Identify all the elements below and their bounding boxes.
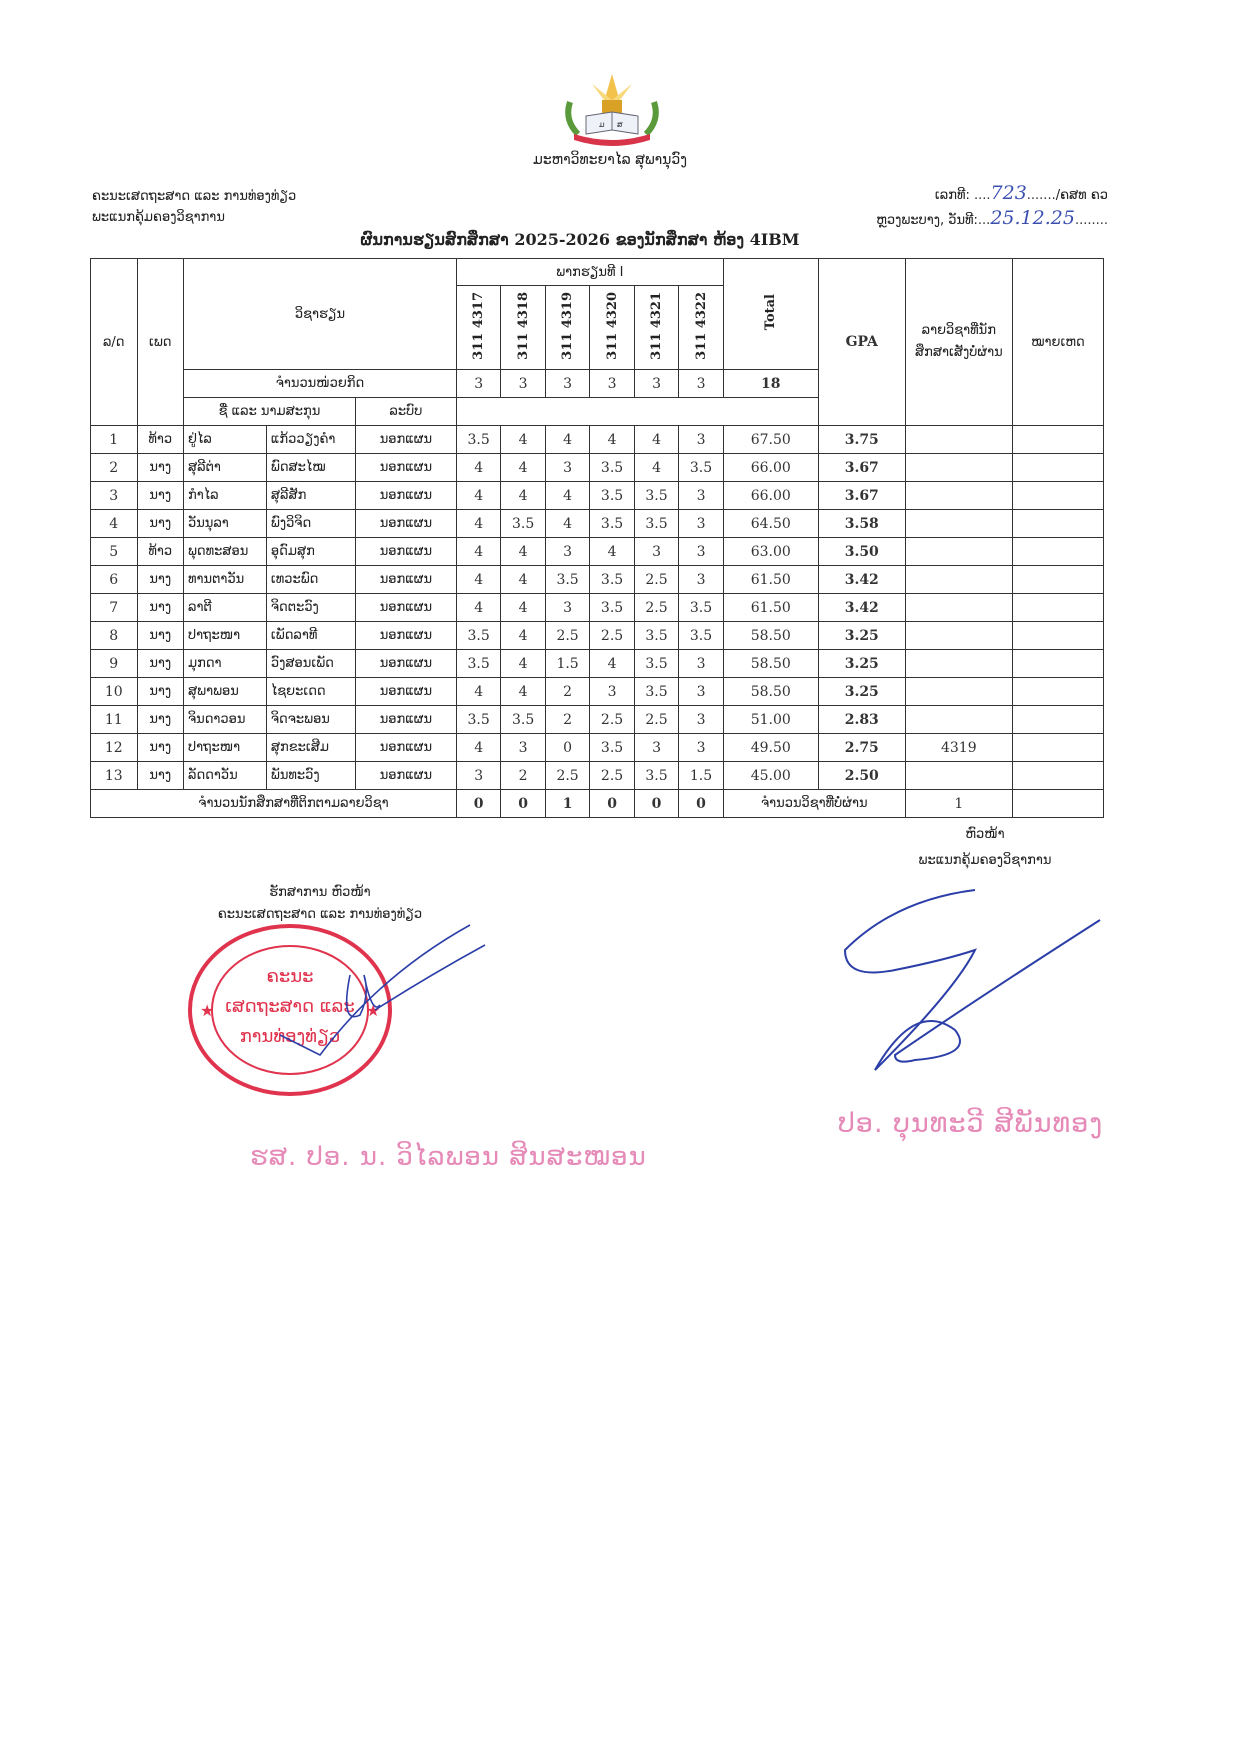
row-system: ນອກແຜນ — [355, 454, 456, 482]
row-total: 61.50 — [723, 566, 818, 594]
row-score: 3.5 — [679, 622, 724, 650]
row-score: 2.5 — [545, 622, 589, 650]
row-score: 3.5 — [590, 594, 634, 622]
row-score: 3 — [679, 510, 724, 538]
row-gpa: 3.42 — [818, 566, 905, 594]
row-total: 66.00 — [723, 454, 818, 482]
row-score: 4 — [456, 734, 500, 762]
date-line: ຫຼວງພະບາງ, ວັນທີ:...25.12.25........ — [876, 207, 1108, 229]
laurel-right-icon — [646, 102, 656, 134]
row-note — [1012, 734, 1103, 762]
header-no: ລ/ດ — [91, 259, 138, 426]
row-first-name: ປາຖະໜາ — [184, 622, 267, 650]
row-last-name: ອຸດົມສຸກ — [266, 538, 355, 566]
row-number: 11 — [91, 706, 138, 734]
credit-value: 3 — [501, 370, 545, 398]
row-system: ນອກແຜນ — [355, 762, 456, 790]
row-gpa: 3.67 — [818, 454, 905, 482]
university-name: ມະຫາວິທະຍາໄລ ສຸພານຸວົງ — [533, 152, 687, 168]
row-system: ນອກແຜນ — [355, 510, 456, 538]
row-note — [1012, 678, 1103, 706]
row-score: 3 — [679, 426, 724, 454]
credits-total: 18 — [723, 370, 818, 398]
right-signature — [835, 880, 1105, 1080]
header-gpa: GPA — [818, 259, 905, 426]
credit-value: 3 — [456, 370, 500, 398]
row-number: 7 — [91, 594, 138, 622]
row-score: 3 — [545, 454, 589, 482]
row-score: 3.5 — [590, 566, 634, 594]
credit-value: 3 — [634, 370, 678, 398]
row-last-name: ຈິດຈະພອນ — [266, 706, 355, 734]
row-score: 4 — [501, 622, 545, 650]
row-score: 3.5 — [501, 510, 545, 538]
svg-text:ຄະນະ: ຄະນະ — [266, 966, 314, 987]
row-first-name: ວັນນຸລາ — [184, 510, 267, 538]
credit-value: 3 — [679, 370, 724, 398]
footer-note — [1012, 790, 1103, 818]
row-failed-subjects — [905, 426, 1012, 454]
svg-text:ການທ່ອງທ່ຽວ: ການທ່ອງທ່ຽວ — [239, 1026, 341, 1047]
left-role: ຮັກສາການ ຫົວໜ້າ — [269, 885, 371, 900]
row-total: 66.00 — [723, 482, 818, 510]
row-failed-subjects — [905, 622, 1012, 650]
footer-count: 0 — [634, 790, 678, 818]
row-score: 4 — [456, 566, 500, 594]
row-score: 3.5 — [634, 650, 678, 678]
stamp-star-icon: ★ — [366, 1001, 381, 1020]
row-last-name: ຈິດຕະວົງ — [266, 594, 355, 622]
row-gpa: 3.25 — [818, 678, 905, 706]
footer-label: ຈໍານວນນັກສຶກສາທີ່ຕິກຕາມລາຍວິຊາ — [91, 790, 457, 818]
row-last-name: ພັນທະວົງ — [266, 762, 355, 790]
row-score: 3.5 — [501, 706, 545, 734]
row-score: 4 — [501, 594, 545, 622]
row-score: 3.5 — [590, 734, 634, 762]
row-score: 4 — [456, 594, 500, 622]
row-gpa: 3.25 — [818, 622, 905, 650]
row-number: 5 — [91, 538, 138, 566]
department-name: ພະແນກຄຸ້ມຄອງວິຊາການ — [92, 210, 225, 225]
row-score: 4 — [501, 678, 545, 706]
row-score: 3.5 — [634, 622, 678, 650]
student-row — [91, 594, 1104, 622]
right-signatory-title — [870, 822, 1100, 874]
header-failed-subjects: ລາຍວິຊາທີ່ນັກສຶກສາເສັງບໍ່ຜ່ານ — [905, 259, 1012, 426]
row-note — [1012, 762, 1103, 790]
row-note — [1012, 650, 1103, 678]
subject-code: 311 4320 — [590, 286, 634, 370]
row-score: 4 — [501, 650, 545, 678]
row-score: 3.5 — [456, 650, 500, 678]
row-number: 1 — [91, 426, 138, 454]
row-note — [1012, 510, 1103, 538]
row-score: 3 — [679, 678, 724, 706]
student-row — [91, 706, 1104, 734]
row-system: ນອກແຜນ — [355, 566, 456, 594]
row-score: 4 — [456, 510, 500, 538]
row-score: 3 — [679, 566, 724, 594]
row-score: 4 — [456, 678, 500, 706]
row-first-name: ສຸລີຕ່າ — [184, 454, 267, 482]
row-gender: ທ້າວ — [137, 538, 184, 566]
stamp-star-icon: ★ — [200, 1001, 215, 1020]
row-score: 3.5 — [634, 678, 678, 706]
university-logo — [552, 72, 672, 152]
row-score: 2.5 — [634, 706, 678, 734]
row-score: 3.5 — [590, 510, 634, 538]
row-score: 1.5 — [679, 762, 724, 790]
student-row — [91, 622, 1104, 650]
right-role: ຫົວໜ້າ — [965, 827, 1005, 842]
row-score: 2 — [545, 678, 589, 706]
header-note: ໝາຍເຫດ — [1012, 259, 1103, 426]
svg-text:ເສດຖະສາດ ແລະ: ເສດຖະສາດ ແລະ — [225, 996, 355, 1017]
header-system: ລະບົບ — [355, 398, 456, 426]
row-note — [1012, 454, 1103, 482]
row-last-name: ໄຊຍະເດດ — [266, 678, 355, 706]
row-score: 4 — [634, 426, 678, 454]
row-total: 67.50 — [723, 426, 818, 454]
footer-failed-value: 1 — [905, 790, 1012, 818]
row-score: 4 — [545, 510, 589, 538]
row-system: ນອກແຜນ — [355, 622, 456, 650]
row-score: 4 — [456, 538, 500, 566]
credit-value: 3 — [545, 370, 589, 398]
row-score: 4 — [590, 538, 634, 566]
row-number: 2 — [91, 454, 138, 482]
row-system: ນອກແຜນ — [355, 538, 456, 566]
row-gender: ນາງ — [137, 650, 184, 678]
row-score: 2.5 — [545, 762, 589, 790]
row-last-name: ເພັດລາທີ — [266, 622, 355, 650]
student-row — [91, 734, 1104, 762]
row-last-name: ແກ້ວວຽງຄໍາ — [266, 426, 355, 454]
row-number: 10 — [91, 678, 138, 706]
student-row — [91, 538, 1104, 566]
row-score: 4 — [456, 482, 500, 510]
row-score: 3 — [679, 734, 724, 762]
row-gpa: 3.25 — [818, 650, 905, 678]
row-failed-subjects — [905, 650, 1012, 678]
row-score: 2.5 — [590, 706, 634, 734]
row-total: 58.50 — [723, 650, 818, 678]
number-label: ເລກທີ: — [934, 188, 970, 203]
left-signature — [260, 915, 490, 1065]
subject-code: 311 4322 — [679, 286, 724, 370]
credit-value: 3 — [590, 370, 634, 398]
row-first-name: ລັດດາວັນ — [184, 762, 267, 790]
row-system: ນອກແຜນ — [355, 678, 456, 706]
row-total: 61.50 — [723, 594, 818, 622]
row-score: 2.5 — [634, 594, 678, 622]
row-failed-subjects: 4319 — [905, 734, 1012, 762]
row-score: 3 — [679, 482, 724, 510]
row-last-name: ວົງສອນເພັດ — [266, 650, 355, 678]
row-failed-subjects — [905, 706, 1012, 734]
row-score: 3 — [545, 594, 589, 622]
row-note — [1012, 426, 1103, 454]
row-last-name: ພົງວິຈິດ — [266, 510, 355, 538]
row-number: 9 — [91, 650, 138, 678]
row-last-name: ສຸລີສັກ — [266, 482, 355, 510]
footer-failed-label: ຈໍານວນວິຊາທີ່ບໍ່ຜ່ານ — [723, 790, 905, 818]
row-score: 3.5 — [679, 454, 724, 482]
student-row — [91, 762, 1104, 790]
row-number: 8 — [91, 622, 138, 650]
date-value: 25.12.25 — [990, 207, 1075, 229]
row-gender: ນາງ — [137, 762, 184, 790]
row-score: 3 — [679, 538, 724, 566]
footer-count: 0 — [501, 790, 545, 818]
row-first-name: ກໍາໄລ — [184, 482, 267, 510]
row-score: 3.5 — [456, 622, 500, 650]
row-first-name: ຢູ່ໄລ — [184, 426, 267, 454]
student-row — [91, 678, 1104, 706]
row-score: 3 — [679, 706, 724, 734]
row-score: 3 — [501, 734, 545, 762]
subject-code: 311 4317 — [456, 286, 500, 370]
header-total: Total — [723, 259, 818, 370]
number-value: 723 — [990, 182, 1027, 204]
row-total: 49.50 — [723, 734, 818, 762]
footer-count: 0 — [679, 790, 724, 818]
subject-code: 311 4319 — [545, 286, 589, 370]
row-gpa: 3.75 — [818, 426, 905, 454]
row-failed-subjects — [905, 538, 1012, 566]
row-gender: ນາງ — [137, 482, 184, 510]
row-score: 4 — [590, 426, 634, 454]
row-number: 13 — [91, 762, 138, 790]
laurel-left-icon — [568, 102, 578, 134]
header-blank — [456, 398, 818, 426]
subject-code: 311 4318 — [501, 286, 545, 370]
row-score: 4 — [501, 566, 545, 594]
row-failed-subjects — [905, 566, 1012, 594]
row-gender: ນາງ — [137, 454, 184, 482]
row-score: 4 — [456, 454, 500, 482]
row-total: 64.50 — [723, 510, 818, 538]
row-score: 4 — [501, 482, 545, 510]
header-gender: ເພດ — [137, 259, 184, 426]
row-first-name: ພຸດທະສອນ — [184, 538, 267, 566]
row-failed-subjects — [905, 510, 1012, 538]
row-score: 4 — [501, 538, 545, 566]
row-score: 3.5 — [456, 706, 500, 734]
student-row — [91, 510, 1104, 538]
row-gender: ນາງ — [137, 510, 184, 538]
svg-text:ມ: ມ — [599, 120, 605, 129]
row-gpa: 3.58 — [818, 510, 905, 538]
row-score: 3 — [634, 538, 678, 566]
row-score: 3.5 — [634, 762, 678, 790]
row-first-name: ທານຕາວັນ — [184, 566, 267, 594]
document-title: ຜົນການຮຽນສົກສຶກສາ 2025-2026 ຂອງນັກສຶກສາ ຫ້ອງ 4IBM — [360, 230, 800, 249]
header-name: ຊື່ ແລະ ນາມສະກຸນ — [184, 398, 356, 426]
row-system: ນອກແຜນ — [355, 426, 456, 454]
credits-label: ຈໍານວນໜ່ວຍກິດ — [184, 370, 457, 398]
subject-code: 311 4321 — [634, 286, 678, 370]
row-gpa: 3.42 — [818, 594, 905, 622]
row-note — [1012, 706, 1103, 734]
row-score: 3.5 — [590, 454, 634, 482]
student-row — [91, 566, 1104, 594]
row-gender: ນາງ — [137, 706, 184, 734]
row-score: 3.5 — [634, 510, 678, 538]
row-score: 2.5 — [634, 566, 678, 594]
row-last-name: ພົດສະໄໝ — [266, 454, 355, 482]
row-total: 58.50 — [723, 678, 818, 706]
row-first-name: ມຸກດາ — [184, 650, 267, 678]
left-org: ຄະນະເສດຖະສາດ ແລະ ການທ່ອງທ່ຽວ — [217, 907, 423, 922]
row-score: 4 — [501, 454, 545, 482]
row-score: 3.5 — [679, 594, 724, 622]
row-first-name: ປາຖະໜາ — [184, 734, 267, 762]
student-row — [91, 454, 1104, 482]
row-number: 12 — [91, 734, 138, 762]
row-score: 3.5 — [590, 482, 634, 510]
row-score: 4 — [501, 426, 545, 454]
row-gpa: 2.83 — [818, 706, 905, 734]
footer-count: 0 — [456, 790, 500, 818]
logo-rays-icon — [592, 74, 632, 104]
row-score: 4 — [590, 650, 634, 678]
row-first-name: ສຸພາພອນ — [184, 678, 267, 706]
row-gender: ນາງ — [137, 594, 184, 622]
row-score: 3.5 — [545, 566, 589, 594]
student-row — [91, 426, 1104, 454]
footer-count: 1 — [545, 790, 589, 818]
row-failed-subjects — [905, 594, 1012, 622]
row-system: ນອກແຜນ — [355, 594, 456, 622]
header-semester: ພາກຮຽນທີ I — [456, 259, 723, 286]
row-score: 0 — [545, 734, 589, 762]
student-row — [91, 482, 1104, 510]
row-number: 6 — [91, 566, 138, 594]
row-score: 1.5 — [545, 650, 589, 678]
row-first-name: ຈິນດາວອນ — [184, 706, 267, 734]
row-score: 3.5 — [456, 426, 500, 454]
ribbon-icon — [574, 134, 650, 146]
number-suffix: /ຄສທ ຄວ — [1055, 188, 1108, 203]
row-score: 3 — [545, 538, 589, 566]
row-score: 3 — [634, 734, 678, 762]
row-score: 3 — [590, 678, 634, 706]
row-gpa: 3.67 — [818, 482, 905, 510]
row-system: ນອກແຜນ — [355, 650, 456, 678]
row-gender: ທ້າວ — [137, 426, 184, 454]
left-signatory-name: ຮສ. ປອ. ນ. ວິໄລພອນ ສິນສະໝອນ — [250, 1142, 647, 1172]
row-system: ນອກແຜນ — [355, 734, 456, 762]
row-note — [1012, 622, 1103, 650]
row-note — [1012, 538, 1103, 566]
row-first-name: ລາຕີ — [184, 594, 267, 622]
row-last-name: ເທວະພົດ — [266, 566, 355, 594]
row-last-name: ສຸກຂະເສີມ — [266, 734, 355, 762]
row-total: 45.00 — [723, 762, 818, 790]
svg-text:ສ: ສ — [617, 120, 623, 129]
header-subject: ວິຊາຮຽນ — [184, 259, 457, 370]
row-gender: ນາງ — [137, 678, 184, 706]
row-total: 63.00 — [723, 538, 818, 566]
row-gpa: 2.50 — [818, 762, 905, 790]
row-score: 4 — [545, 426, 589, 454]
row-note — [1012, 594, 1103, 622]
reference-number-line: ເລກທີ: ....723......./ຄສທ ຄວ — [934, 182, 1108, 204]
right-signatory-name: ປອ. ບຸນທະວີ ສີພັນທອງ — [838, 1108, 1104, 1139]
row-score: 3.5 — [634, 482, 678, 510]
date-label: ຫຼວງພະບາງ, ວັນທີ: — [876, 213, 978, 228]
row-total: 51.00 — [723, 706, 818, 734]
row-system: ນອກແຜນ — [355, 482, 456, 510]
grades-table — [90, 258, 1104, 818]
row-score: 4 — [634, 454, 678, 482]
reference-block — [876, 182, 1108, 232]
row-note — [1012, 566, 1103, 594]
student-rows — [91, 426, 1104, 790]
row-total: 58.50 — [723, 622, 818, 650]
row-score: 2 — [545, 706, 589, 734]
row-score: 2.5 — [590, 762, 634, 790]
row-gpa: 3.50 — [818, 538, 905, 566]
right-org: ພະແນກຄຸ້ມຄອງວິຊາການ — [918, 853, 1052, 868]
issuer-block — [92, 186, 296, 228]
row-failed-subjects — [905, 454, 1012, 482]
row-number: 4 — [91, 510, 138, 538]
row-failed-subjects — [905, 678, 1012, 706]
footer-count: 0 — [590, 790, 634, 818]
row-score: 4 — [545, 482, 589, 510]
row-note — [1012, 482, 1103, 510]
row-score: 3 — [679, 650, 724, 678]
row-gender: ນາງ — [137, 734, 184, 762]
row-failed-subjects — [905, 762, 1012, 790]
row-gender: ນາງ — [137, 566, 184, 594]
student-row — [91, 650, 1104, 678]
row-number: 3 — [91, 482, 138, 510]
row-system: ນອກແຜນ — [355, 706, 456, 734]
row-score: 3 — [456, 762, 500, 790]
row-gender: ນາງ — [137, 622, 184, 650]
row-score: 2.5 — [590, 622, 634, 650]
row-failed-subjects — [905, 482, 1012, 510]
faculty-name: ຄະນະເສດຖະສາດ ແລະ ການທ່ອງທ່ຽວ — [92, 189, 297, 204]
row-gpa: 2.75 — [818, 734, 905, 762]
row-score: 2 — [501, 762, 545, 790]
